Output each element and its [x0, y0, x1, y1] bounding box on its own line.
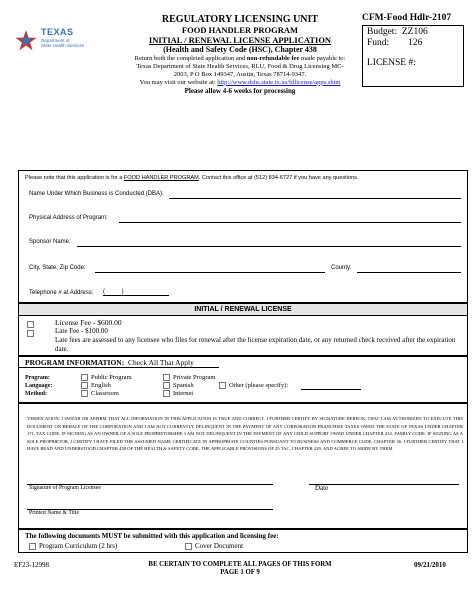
- star-icon: [14, 29, 38, 53]
- curriculum-label: Program Curriculum (2 hrs): [39, 542, 118, 550]
- late-fee-row: [27, 328, 37, 337]
- cover-label: Cover Document: [195, 542, 244, 550]
- return-instructions: [118, 55, 362, 63]
- applicant-info-box: [18, 170, 468, 303]
- internet-checkbox[interactable]: [163, 390, 170, 397]
- sponsor-label: Sponsor Name:: [29, 239, 71, 245]
- program-info-divider: [19, 367, 219, 368]
- private-program-label: Private Program: [173, 374, 216, 381]
- other-label: Other (please specify):: [229, 382, 289, 389]
- fund-line: Fund: 126: [367, 38, 423, 48]
- website-line: [118, 79, 362, 87]
- return-post: made payable to:: [299, 54, 346, 62]
- late-fee-checkbox[interactable]: [27, 330, 34, 337]
- program-info-title: PROGRAM INFORMATION:: [25, 358, 125, 367]
- note-pre: Please note that this application is for a: [25, 175, 124, 181]
- public-program-checkbox[interactable]: [81, 374, 88, 381]
- license-box: [18, 303, 468, 356]
- date-label: Date: [315, 484, 329, 492]
- city-field[interactable]: [95, 272, 325, 273]
- website-link[interactable]: http://www.dshs.state.tx.us/fdlicense/apps.shtm: [217, 78, 341, 86]
- program-note: [25, 175, 359, 181]
- title-application: INITIAL / RENEWAL LICENSE APPLICATION: [148, 35, 332, 45]
- telephone-label: Telephone # at Address:: [29, 290, 94, 296]
- budget-line: Budget: ZZ106: [367, 27, 428, 37]
- date-field[interactable]: [309, 484, 459, 485]
- sponsor-field[interactable]: [77, 246, 461, 247]
- dshs-logo: [14, 27, 114, 55]
- address-line2: 2003, P O Box 149347, Austin, Texas 78714-9347.: [173, 70, 307, 78]
- verification-box: [18, 403, 468, 529]
- late-fee-note: Late fees are assessed to any licensee who files for renewal after the license expiration date, or any returned check received after the expiration date.: [55, 336, 456, 353]
- method-label: Method:: [25, 391, 47, 397]
- late-fee-label: Late Fee - $100.00: [55, 327, 108, 335]
- dba-label: Name Under Which Business is Conducted (DBA):: [29, 191, 164, 197]
- telephone-field[interactable]: ( ): [103, 289, 169, 296]
- cover-checkbox[interactable]: [185, 543, 192, 550]
- verification-text: VERIFICATION: I SWEAR OR AFFIRM THAT ALL INFORMATION IN THIS APPLICATION IS TRUE AND CORRECT. I FURTHER CERTIFY BY SIGNATURE HEREON, THAT I AM AUTHORIZED TO EXECUTE THIS DOCUMENT ON BEHALF OF THE CORPORATION AND I AM NOT CURRENTLY DELINQUENT IN THE PAYMENT OF ANY CORPORATION FRANCHISE TAXES OWED THE STATE OF TEXAS UNDER CHAPTER 171, TAX CODE. IF SIGNING AS AN OWNER OF A SOLE PROPRIETORSHIP, I AM NOT DELINQUENT IN THE PAYMENT OF ANY CHILD SUPPORT OWED UNDER CHAPTER 232, FAMILY CODE. IF SIGNING AS A SOLE PROPRIETOR, I CERTIFY I HAVE FILED THE ASSUMED NAME CERTIFICATE IN APPROPRIATE COUNTIES PURSUANT TO BUSINESS AND COMMERCE CODE, CHAPTER 36. I FURTHER CERTIFY THAT I HAVE READ AND UNDERSTOOD CHAPTER 438 OF THE HEALTH & SAFETY CODE, THE APPLICABLE PROVISIONS OF 25 TAC, CHAPTER 229, AND AGREE TO ABIDE BY THEM.: [27, 416, 463, 452]
- license-fee-label: License Fee - $600.00: [55, 318, 122, 327]
- license-number-label: LICENSE #:: [367, 58, 416, 68]
- english-option[interactable]: [81, 382, 111, 389]
- title-unit: REGULATORY LICENSING UNIT: [161, 14, 319, 25]
- logo-name: TEXAS: [41, 27, 74, 37]
- logo-sub2: State Health Services: [41, 43, 85, 48]
- note-post: . Contact this office at (512) 834-6727 if you have any questions.: [198, 175, 359, 181]
- documents-box: [18, 529, 468, 553]
- title-program: FOOD HANDLER PROGRAM: [181, 25, 299, 35]
- address-line1: Texas Department of State Health Services, RLU, Food & Drug Licensing MC-: [136, 62, 344, 70]
- license-fee-row: [27, 319, 37, 328]
- other-checkbox[interactable]: [219, 382, 226, 389]
- program-info-subtitle: Check All That Apply: [124, 358, 194, 367]
- return-pre: Return both the completed application and: [134, 54, 247, 62]
- classroom-option[interactable]: [81, 390, 119, 397]
- website-pre: You may visit our website at:: [139, 78, 218, 86]
- classroom-label: Classroom: [91, 390, 119, 397]
- signature-label: Signature of Program Licensee: [29, 485, 101, 491]
- spanish-checkbox[interactable]: [163, 382, 170, 389]
- language-label: Language:: [25, 383, 53, 389]
- printed-name-label: Printed Name & Title: [29, 510, 80, 516]
- return-bold: non-refundable fee: [246, 54, 300, 62]
- documents-header: The following documents MUST be submitted with this application and licensing fee:: [25, 532, 279, 540]
- program-info-box: [18, 356, 468, 403]
- classroom-checkbox[interactable]: [81, 390, 88, 397]
- curriculum-option[interactable]: [29, 542, 117, 550]
- header-titles: [118, 14, 362, 96]
- other-option[interactable]: [219, 382, 288, 389]
- budget-box: [362, 25, 464, 87]
- program-info-header: [25, 358, 194, 367]
- curriculum-checkbox[interactable]: [29, 543, 36, 550]
- private-program-checkbox[interactable]: [163, 374, 170, 381]
- title-hsc: (Health and Safety Code (HSC), Chapter 438: [163, 45, 317, 54]
- spanish-option[interactable]: [163, 382, 194, 389]
- english-checkbox[interactable]: [81, 382, 88, 389]
- county-label: County:: [331, 265, 352, 271]
- physical-address-label: Physical Address of Program:: [29, 215, 108, 221]
- english-label: English: [91, 382, 111, 389]
- program-label: Program:: [25, 375, 50, 381]
- dba-field[interactable]: [169, 198, 461, 199]
- cover-option[interactable]: [185, 542, 243, 550]
- physical-address-field[interactable]: [119, 222, 461, 223]
- footer-center: [110, 561, 370, 577]
- county-field[interactable]: [357, 272, 461, 273]
- footer-date: 09/21/2010: [414, 561, 446, 569]
- license-fee-checkbox[interactable]: [27, 321, 34, 328]
- internet-label: Internet: [173, 390, 194, 397]
- public-program-option[interactable]: [81, 374, 132, 381]
- footer-page-number: PAGE 1 OF 9: [220, 569, 260, 576]
- footer-complete-notice: BE CERTAIN TO COMPLETE ALL PAGES OF THIS FORM: [148, 561, 332, 568]
- logo-sub1: Department of: [41, 38, 70, 43]
- note-program: FOOD HANDLER PROGRAM: [123, 175, 199, 181]
- public-program-label: Public Program: [91, 374, 132, 381]
- license-header: INITIAL / RENEWAL LICENSE: [19, 304, 467, 316]
- private-program-option[interactable]: [163, 374, 215, 381]
- other-specify-field[interactable]: [301, 389, 361, 390]
- internet-option[interactable]: [163, 390, 193, 397]
- city-label: City, State, Zip Code:: [29, 265, 86, 271]
- processing-note: Please allow 4-6 weeks for processing: [184, 86, 296, 95]
- footer-code: EF23-12998: [14, 561, 49, 569]
- spanish-label: Spanish: [173, 382, 194, 389]
- form-id: CFM-Food Hdlr-2107: [362, 13, 452, 23]
